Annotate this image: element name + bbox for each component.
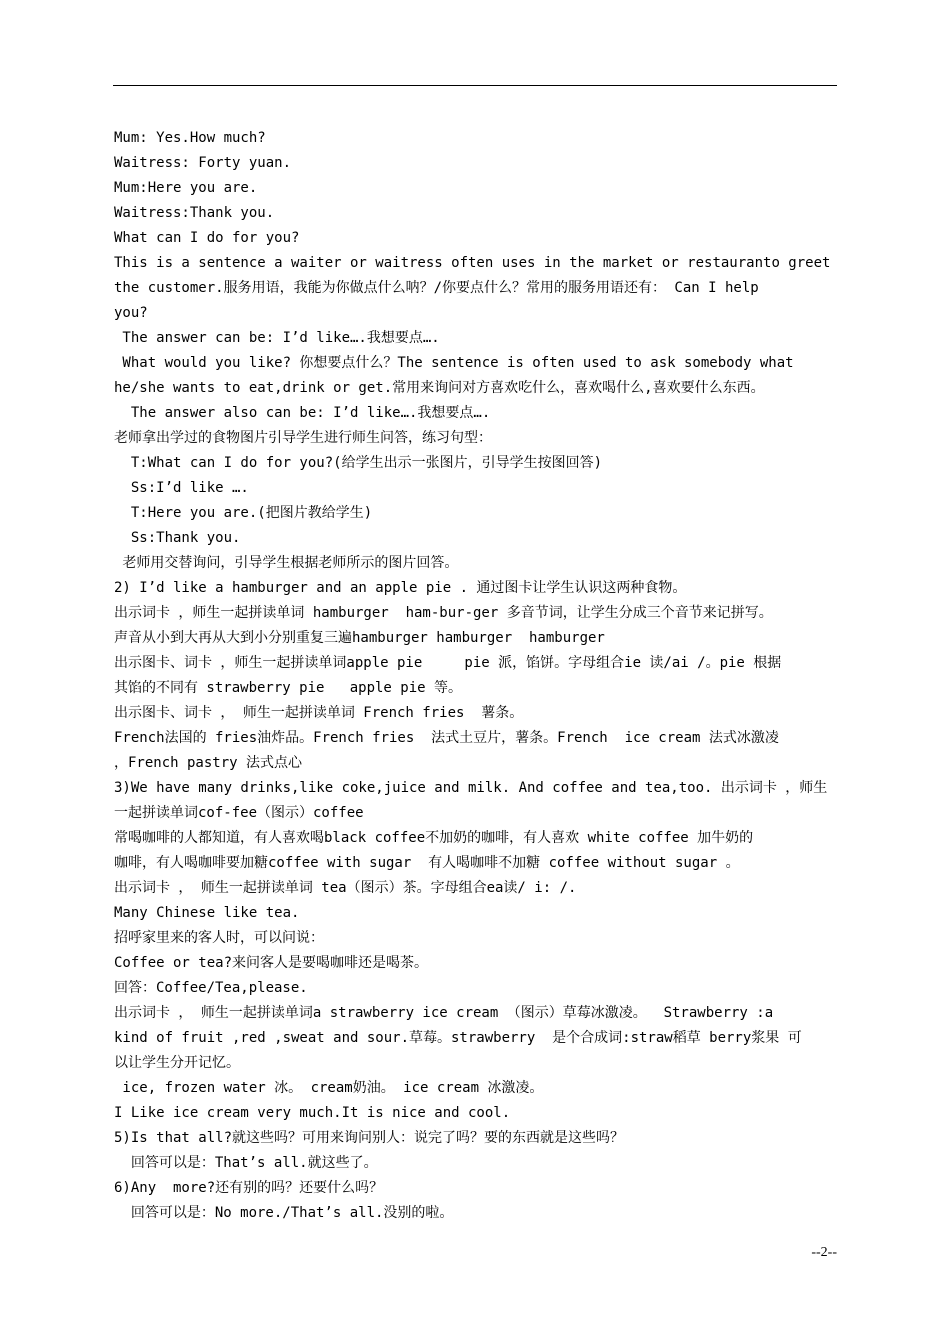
text-line: 出示图卡、词卡 ， 师生一起拼读单词 French fries 薯条。 bbox=[114, 705, 524, 721]
text-line: Mum:Here you are. bbox=[114, 180, 258, 196]
text-line: 出示图卡、词卡 ，师生一起拼读单词apple pie pie 派，馅饼。字母组合ie 读/ai /。pie 根据 bbox=[114, 655, 782, 671]
text-line: 回答可以是：That’s all.就这些了。 bbox=[114, 1155, 378, 1171]
text-line: 2) I’d like a hamburger and an apple pie . 通过图卡让学生认识这两种食物。 bbox=[114, 580, 687, 596]
text-line: Waitress: Forty yuan. bbox=[114, 155, 292, 171]
text-line: I Like ice cream very much.It is nice and cool. bbox=[114, 1105, 511, 1121]
text-line: The answer also can be: I’d like….我想要点…. bbox=[114, 405, 491, 421]
text-line: Mum: Yes.How much? bbox=[114, 130, 266, 146]
text-line: ice, frozen water 冰。 cream奶油。 ice cream 冰激凌。 bbox=[114, 1080, 544, 1096]
text-line: The answer can be: I’d like….我想要点…. bbox=[114, 330, 440, 346]
text-line: 出示词卡 ， 师生一起拼读单词a strawberry ice cream （图示）草莓冰激凌。 Strawberry :a bbox=[114, 1005, 774, 1021]
text-line: 老师用交替询问，引导学生根据老师所示的图片回答。 bbox=[114, 555, 459, 571]
text-line: 6)Any more?还有别的吗？还要什么吗？ bbox=[114, 1180, 384, 1196]
header-rule bbox=[113, 85, 837, 86]
text-line: 出示词卡 ， 师生一起拼读单词 tea（图示）茶。字母组合ea读/ i: /. bbox=[114, 880, 577, 896]
text-line: ，French pastry 法式点心 bbox=[114, 755, 303, 771]
text-line: Waitress:Thank you. bbox=[114, 205, 275, 221]
text-line: What would you like? 你想要点什么？The sentence is often used to ask somebody what bbox=[114, 355, 794, 371]
text-line: 咖啡，有人喝咖啡要加糖coffee with sugar 有人喝咖啡不加糖 coffee without sugar 。 bbox=[114, 855, 740, 871]
text-line: 5)Is that all?就这些吗？可用来询问别人：说完了吗？要的东西就是这些吗？ bbox=[114, 1130, 625, 1146]
text-line: he/she wants to eat,drink or get.常用来询问对方喜欢吃什么，喜欢喝什么,喜欢要什么东西。 bbox=[114, 380, 765, 396]
text-line: you? bbox=[114, 305, 148, 321]
text-line: 以让学生分开记忆。 bbox=[114, 1055, 240, 1071]
document-body bbox=[114, 126, 838, 1226]
text-line: 3)We have many drinks,like coke,juice and milk. And coffee and tea,too. 出示词卡 ，师生 bbox=[114, 780, 828, 796]
text-line: French法国的 fries油炸品。French fries 法式土豆片，薯条。French ice cream 法式冰激凌 bbox=[114, 730, 779, 746]
text-line: Many Chinese like tea. bbox=[114, 905, 300, 921]
text-line: 一起拼读单词cof-fee（图示）coffee bbox=[114, 805, 364, 821]
text-line: 老师拿出学过的食物图片引导学生进行师生问答，练习句型： bbox=[114, 430, 492, 446]
text-line: Ss:I’d like …. bbox=[114, 480, 249, 496]
text-line: Ss:Thank you. bbox=[114, 530, 241, 546]
text-line: This is a sentence a waiter or waitress often uses in the market or restauranto greet bbox=[114, 255, 831, 271]
text-line: 回答：Coffee/Tea,please. bbox=[114, 980, 308, 996]
text-line: the customer.服务用语，我能为你做点什么呐？/你要点什么？常用的服务用语还有： Can I help bbox=[114, 280, 759, 296]
text-line: Coffee or tea?来问客人是要喝咖啡还是喝茶。 bbox=[114, 955, 429, 971]
text-line: 其馅的不同有 strawberry pie apple pie 等。 bbox=[114, 680, 463, 696]
text-line: T:What can I do for you?(给学生出示一张图片，引导学生按图回答) bbox=[114, 455, 603, 471]
page-number: --2-- bbox=[811, 1245, 837, 1260]
text-line: T:Here you are.(把图片教给学生) bbox=[114, 505, 373, 521]
text-line: 常喝咖啡的人都知道，有人喜欢喝black coffee不加奶的咖啡，有人喜欢 white coffee 加牛奶的 bbox=[114, 830, 754, 846]
text-line: kind of fruit ,red ,sweat and sour.草莓。strawberry 是个合成词:straw稻草 berry浆果 可 bbox=[114, 1030, 802, 1046]
text-line: 出示词卡 ，师生一起拼读单词 hamburger ham-bur-ger 多音节词，让学生分成三个音节来记拼写。 bbox=[114, 605, 773, 621]
text-line: 招呼家里来的客人时，可以问说： bbox=[114, 930, 324, 946]
text-line: 回答可以是：No more./That’s all.没别的啦。 bbox=[114, 1205, 454, 1221]
text-line: 声音从小到大再从大到小分别重复三遍hamburger hamburger hamburger bbox=[114, 630, 605, 646]
text-line: What can I do for you? bbox=[114, 230, 300, 246]
